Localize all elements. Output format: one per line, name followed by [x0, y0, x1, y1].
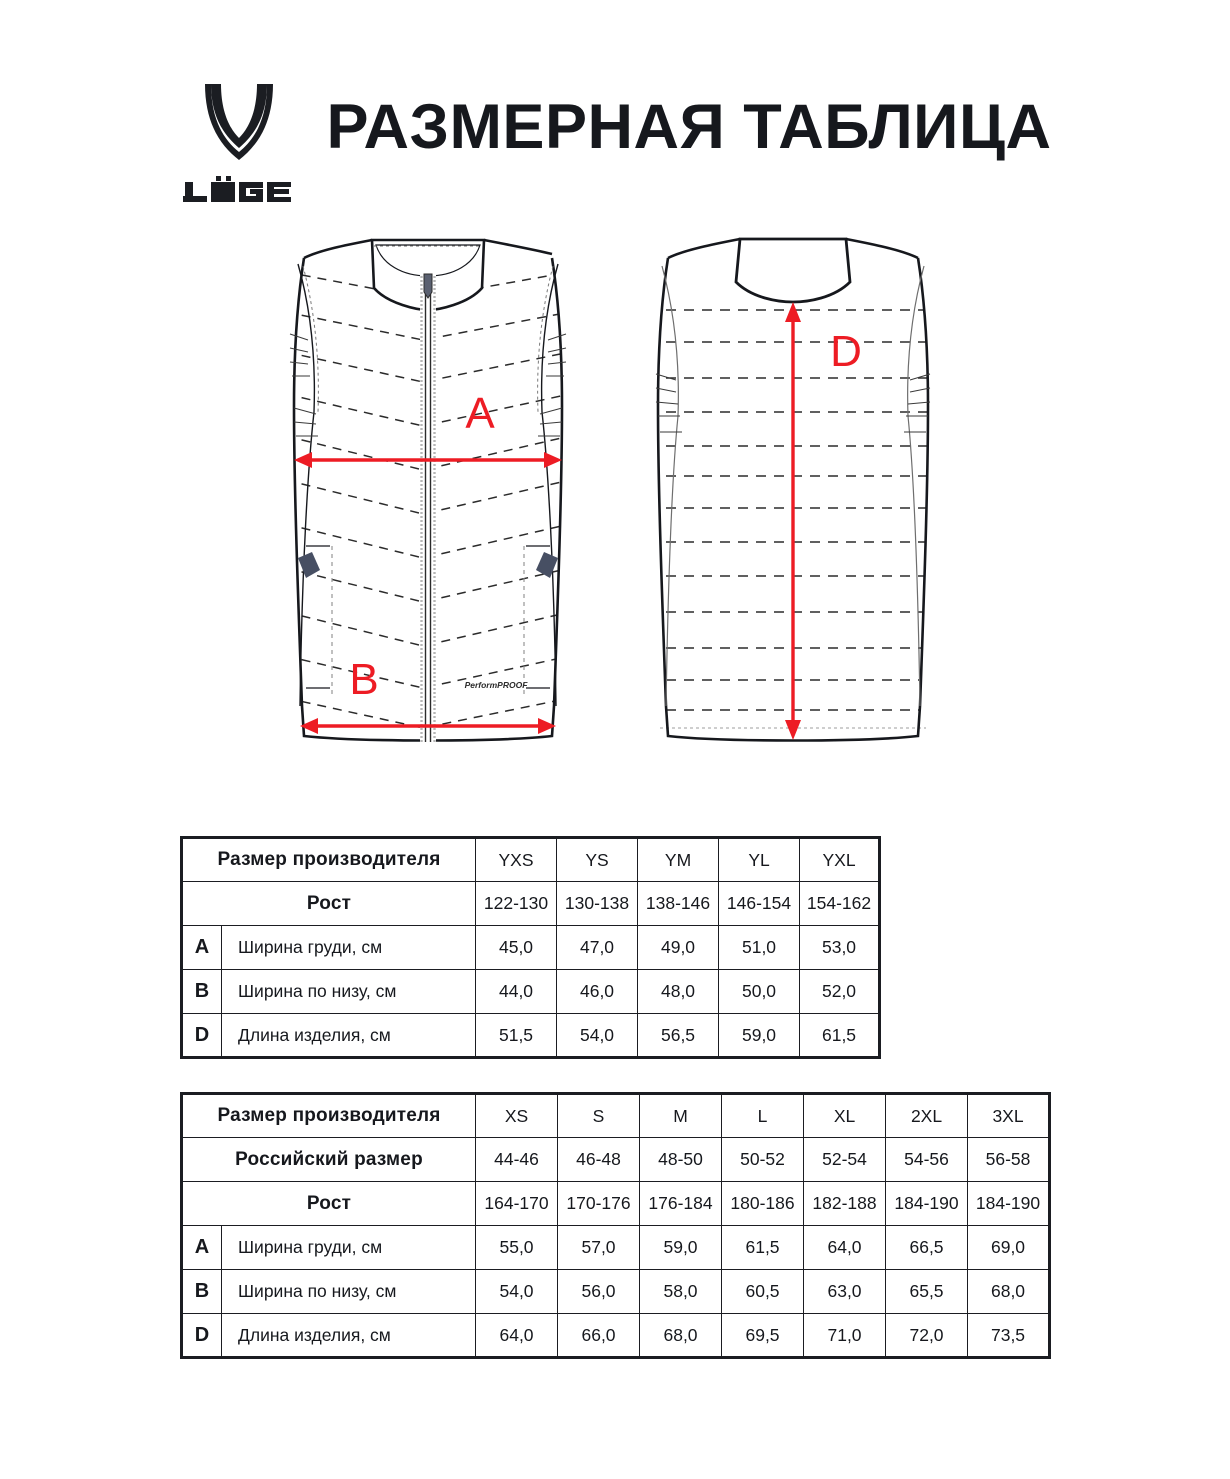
table-row	[182, 926, 880, 970]
row-value-cell: 58,0	[640, 1270, 722, 1314]
header-size-cell: 3XL	[968, 1094, 1050, 1138]
page-header	[0, 78, 1230, 218]
page-title: РАЗМЕРНАЯ ТАБЛИЦА	[326, 92, 1052, 162]
jogel-wordmark	[183, 176, 295, 206]
table-row	[182, 1138, 1050, 1182]
row-value-cell: 184-190	[968, 1182, 1050, 1226]
row-value-cell: 66,0	[558, 1314, 640, 1358]
header-size-cell: YXL	[800, 838, 880, 882]
row-value-cell: 170-176	[558, 1182, 640, 1226]
row-letter-cell: D	[182, 1314, 222, 1358]
row-value-cell: 56,5	[638, 1014, 719, 1058]
row-label-cell: Ширина груди, см	[222, 926, 476, 970]
row-value-cell: 138-146	[638, 882, 719, 926]
table-row	[182, 970, 880, 1014]
vest-back-view	[628, 236, 958, 756]
row-label-cell: Длина изделия, см	[222, 1314, 476, 1358]
row-value-cell: 72,0	[886, 1314, 968, 1358]
header-size-cell: 2XL	[886, 1094, 968, 1138]
collar-back	[736, 239, 850, 302]
header-size-cell: YS	[557, 838, 638, 882]
garment-illustrations	[0, 236, 1230, 756]
row-label-cell: Ширина груди, см	[222, 1226, 476, 1270]
row-value-cell: 73,5	[968, 1314, 1050, 1358]
header-size-cell: L	[722, 1094, 804, 1138]
table-row	[182, 882, 880, 926]
row-value-cell: 48,0	[638, 970, 719, 1014]
size-table-youth	[180, 836, 881, 1059]
measure-label-d: D	[830, 327, 862, 376]
row-value-cell: 52,0	[800, 970, 880, 1014]
row-value-cell: 66,5	[886, 1226, 968, 1270]
row-value-cell: 71,0	[804, 1314, 886, 1358]
row-label-cell: Ширина по низу, см	[222, 970, 476, 1014]
row-value-cell: 122-130	[476, 882, 557, 926]
row-value-cell: 164-170	[476, 1182, 558, 1226]
row-value-cell: 54-56	[886, 1138, 968, 1182]
row-value-cell: 59,0	[640, 1226, 722, 1270]
table-row	[182, 1182, 1050, 1226]
row-value-cell: 55,0	[476, 1226, 558, 1270]
garment-brand-mark: PerformPROOF	[464, 680, 528, 690]
row-value-cell: 49,0	[638, 926, 719, 970]
row-value-cell: 184-190	[886, 1182, 968, 1226]
row-value-cell: 68,0	[968, 1270, 1050, 1314]
row-label-cell: Рост	[182, 882, 476, 926]
row-value-cell: 65,5	[886, 1270, 968, 1314]
row-value-cell: 46,0	[557, 970, 638, 1014]
row-value-cell: 44,0	[476, 970, 557, 1014]
row-value-cell: 57,0	[558, 1226, 640, 1270]
measure-arrow-d	[785, 302, 801, 740]
row-value-cell: 59,0	[719, 1014, 800, 1058]
row-value-cell: 44-46	[476, 1138, 558, 1182]
row-value-cell: 63,0	[804, 1270, 886, 1314]
header-label-cell: Размер производителя	[182, 1094, 476, 1138]
table-row-header	[182, 1094, 1050, 1138]
table-row	[182, 1226, 1050, 1270]
row-letter-cell: B	[182, 970, 222, 1014]
row-letter-cell: A	[182, 1226, 222, 1270]
header-size-cell: M	[640, 1094, 722, 1138]
row-letter-cell: D	[182, 1014, 222, 1058]
jogel-emblem-icon	[191, 78, 287, 174]
row-value-cell: 46-48	[558, 1138, 640, 1182]
row-value-cell: 48-50	[640, 1138, 722, 1182]
table-row-header	[182, 838, 880, 882]
row-label-cell: Российский размер	[182, 1138, 476, 1182]
row-value-cell: 47,0	[557, 926, 638, 970]
row-value-cell: 69,5	[722, 1314, 804, 1358]
row-value-cell: 182-188	[804, 1182, 886, 1226]
header-size-cell: YL	[719, 838, 800, 882]
measure-label-b: B	[349, 655, 379, 704]
header-size-cell: S	[558, 1094, 640, 1138]
row-value-cell: 154-162	[800, 882, 880, 926]
row-value-cell: 60,5	[722, 1270, 804, 1314]
row-letter-cell: B	[182, 1270, 222, 1314]
row-value-cell: 146-154	[719, 882, 800, 926]
front-zipper	[420, 274, 436, 742]
row-value-cell: 68,0	[640, 1314, 722, 1358]
row-value-cell: 69,0	[968, 1226, 1050, 1270]
table-row	[182, 1270, 1050, 1314]
row-value-cell: 180-186	[722, 1182, 804, 1226]
vest-front-view	[268, 236, 588, 756]
table-row	[182, 1014, 880, 1058]
row-value-cell: 45,0	[476, 926, 557, 970]
row-value-cell: 130-138	[557, 882, 638, 926]
row-value-cell: 64,0	[476, 1314, 558, 1358]
header-label-cell: Размер производителя	[182, 838, 476, 882]
row-label-cell: Ширина по низу, см	[222, 1270, 476, 1314]
row-label-cell: Длина изделия, см	[222, 1014, 476, 1058]
row-value-cell: 56,0	[558, 1270, 640, 1314]
row-letter-cell: A	[182, 926, 222, 970]
row-value-cell: 176-184	[640, 1182, 722, 1226]
size-table-adult	[180, 1092, 1051, 1359]
measure-label-a: A	[465, 389, 495, 438]
row-value-cell: 51,5	[476, 1014, 557, 1058]
row-value-cell: 56-58	[968, 1138, 1050, 1182]
header-size-cell: XS	[476, 1094, 558, 1138]
row-value-cell: 64,0	[804, 1226, 886, 1270]
row-value-cell: 52-54	[804, 1138, 886, 1182]
row-value-cell: 54,0	[557, 1014, 638, 1058]
row-value-cell: 50,0	[719, 970, 800, 1014]
header-size-cell: YM	[638, 838, 719, 882]
row-value-cell: 61,5	[800, 1014, 880, 1058]
row-value-cell: 50-52	[722, 1138, 804, 1182]
row-label-cell: Рост	[182, 1182, 476, 1226]
row-value-cell: 54,0	[476, 1270, 558, 1314]
header-size-cell: XL	[804, 1094, 886, 1138]
header-size-cell: YXS	[476, 838, 557, 882]
jogel-logo	[179, 78, 299, 208]
row-value-cell: 51,0	[719, 926, 800, 970]
row-value-cell: 61,5	[722, 1226, 804, 1270]
row-value-cell: 53,0	[800, 926, 880, 970]
table-row	[182, 1314, 1050, 1358]
